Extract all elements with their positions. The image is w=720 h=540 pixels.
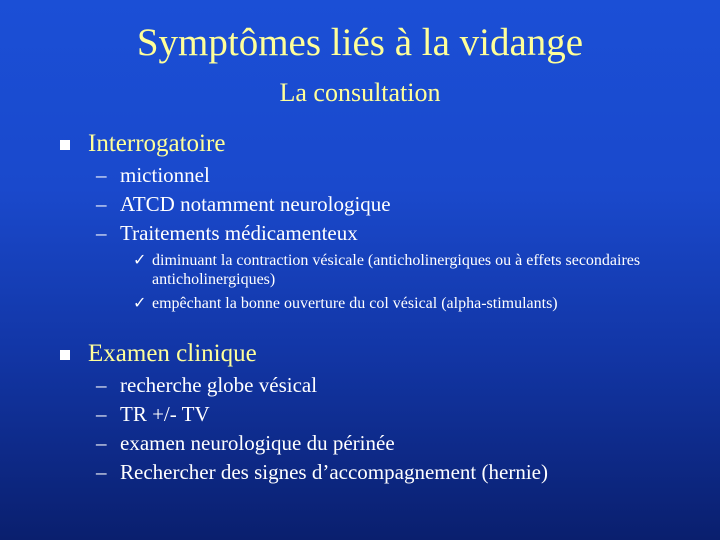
section-heading-row [0, 128, 720, 162]
check-list [0, 251, 720, 313]
check-item [0, 294, 720, 313]
square-bullet-icon [60, 350, 70, 360]
check-icon: ✓ [133, 295, 147, 312]
section-heading: Interrogatoire [88, 130, 226, 157]
slide-subtitle: La consultation [279, 78, 441, 107]
sub-list [0, 372, 720, 488]
list-item [0, 401, 720, 430]
section-examen-clinique [0, 338, 720, 488]
dash-bullet: – [96, 163, 107, 187]
list-item [0, 459, 720, 488]
section-heading: Examen clinique [88, 340, 257, 367]
check-item [0, 251, 720, 289]
dash-bullet: – [96, 373, 107, 397]
section-heading-row [0, 338, 720, 372]
sub-list [0, 162, 720, 249]
dash-bullet: – [96, 192, 107, 216]
list-item-text: recherche globe vésical [120, 373, 318, 397]
section-interrogatoire [0, 128, 720, 318]
list-item-text: ATCD notamment neurologique [120, 192, 391, 216]
list-item [0, 162, 720, 191]
dash-bullet: – [96, 431, 107, 455]
list-item-text: examen neurologique du périnée [120, 431, 395, 455]
dash-bullet: – [96, 221, 107, 245]
list-item [0, 220, 720, 249]
check-icon: ✓ [133, 252, 147, 269]
list-item-text: Rechercher des signes d’accompagnement (hernie) [120, 460, 548, 484]
slide-title: Symptômes liés à la vidange [136, 21, 584, 64]
list-item [0, 372, 720, 401]
square-bullet-icon [60, 140, 70, 150]
list-item-text: mictionnel [120, 163, 210, 187]
list-item-text: Traitements médicamenteux [120, 221, 358, 245]
list-item [0, 191, 720, 220]
dash-bullet: – [96, 402, 107, 426]
check-item-text: diminuant la contraction vésicale (anticholinergiques ou à effets secondaires anticholinergiques) [152, 252, 641, 288]
list-item [0, 430, 720, 459]
check-item-text: empêchant la bonne ouverture du col vésical (alpha-stimulants) [152, 295, 558, 312]
dash-bullet: – [96, 460, 107, 484]
list-item-text: TR +/- TV [120, 402, 210, 426]
